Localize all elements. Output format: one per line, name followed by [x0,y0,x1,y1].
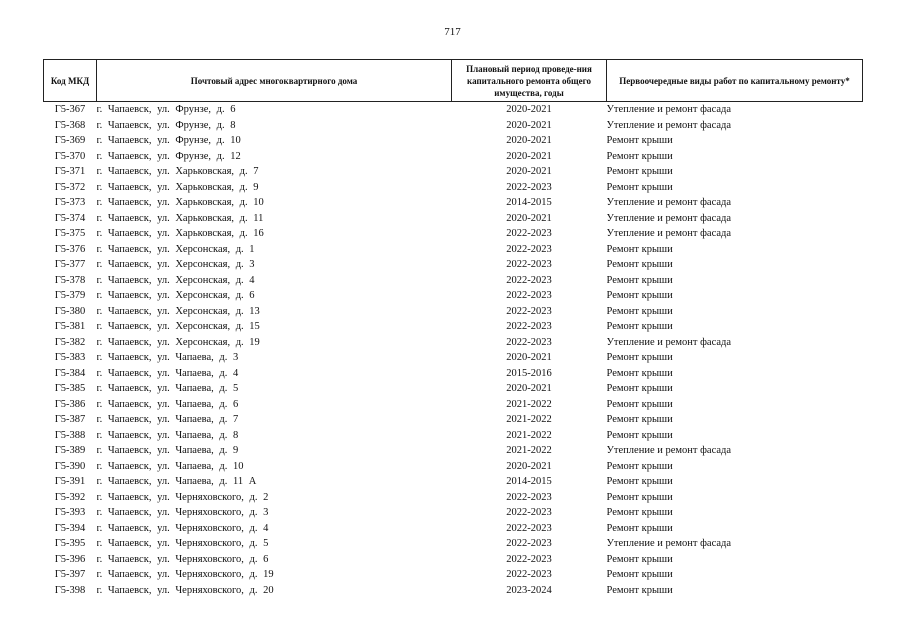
row-works: Утепление и ремонт фасада [606,104,732,115]
row-address: г. Чапаевск, ул. Чапаева, д. 10 [96,460,244,472]
table-row [44,164,863,180]
row-works: Ремонт крыши [606,259,673,270]
row-works: Утепление и ремонт фасада [606,336,732,348]
row-code: Г5-376 [54,243,86,255]
row-works: Ремонт крыши [606,460,673,472]
row-address: г. Чапаевск, ул. Херсонская, д. 15 [96,321,260,332]
table-row [44,180,863,196]
row-address: г. Чапаевск, ул. Фрунзе, д. 6 [96,104,236,115]
row-code: Г5-377 [54,259,86,270]
row-address: г. Чапаевск, ул. Черняховского, д. 3 [96,507,269,518]
row-address: г. Чапаевск, ул. Чапаева, д. 5 [96,383,239,394]
row-address: г. Чапаевск, ул. Херсонская, д. 6 [96,290,255,301]
row-period: 2020-2021 [506,166,552,177]
row-period: 2022-2023 [506,243,552,255]
row-period: 2022-2023 [506,228,552,239]
repair-schedule-table [43,59,863,598]
table-row [44,428,863,444]
row-period: 2021-2022 [506,429,552,441]
row-code: Г5-387 [54,414,86,425]
table-row [44,521,863,537]
table-row [44,490,863,506]
table-row [44,304,863,320]
row-code: Г5-396 [54,553,86,565]
row-code: Г5-378 [54,274,86,286]
row-code: Г5-374 [54,212,86,224]
row-code: Г5-369 [54,135,86,146]
row-period: 2020-2021 [506,135,552,146]
row-address: г. Чапаевск, ул. Чапаева, д. 7 [96,414,239,425]
row-period: 2020-2021 [506,104,552,115]
row-address: г. Чапаевск, ул. Фрунзе, д. 8 [96,119,236,131]
table-row [44,397,863,413]
row-works: Ремонт крыши [606,383,673,394]
row-address: г. Чапаевск, ул. Черняховского, д. 2 [96,491,269,503]
row-works: Утепление и ремонт фасада [606,445,732,456]
row-works: Ремонт крыши [606,522,673,534]
row-address: г. Чапаевск, ул. Черняховского, д. 6 [96,553,269,565]
row-address: г. Чапаевск, ул. Херсонская, д. 3 [96,259,255,270]
row-works: Ремонт крыши [606,243,673,255]
row-period: 2022-2023 [506,290,552,301]
row-address: г. Чапаевск, ул. Херсонская, д. 4 [96,274,255,286]
row-code: Г5-397 [54,569,86,580]
row-address: г. Чапаевск, ул. Чапаева, д. 4 [96,367,239,379]
row-period: 2020-2021 [506,150,552,162]
table-row [44,366,863,382]
row-period: 2014-2015 [506,197,552,208]
row-works: Утепление и ремонт фасада [606,119,732,131]
row-period: 2023-2024 [506,584,552,596]
row-works: Утепление и ремонт фасада [606,228,732,239]
table-body [44,102,863,599]
row-code: Г5-389 [54,445,86,456]
table-row [44,381,863,397]
row-address: г. Чапаевск, ул. Харьковская, д. 9 [96,181,259,193]
header-code: Код МКД [44,60,97,102]
row-address: г. Чапаевск, ул. Фрунзе, д. 12 [96,150,241,162]
table-row [44,567,863,583]
row-period: 2022-2023 [506,522,552,534]
table-row [44,474,863,490]
row-works: Ремонт крыши [606,429,673,441]
table-row [44,350,863,366]
row-address: г. Чапаевск, ул. Чапаева, д. 6 [96,398,239,410]
row-period: 2022-2023 [506,491,552,503]
row-code: Г5-390 [54,460,86,472]
row-works: Ремонт крыши [606,305,673,317]
row-address: г. Чапаевск, ул. Фрунзе, д. 10 [96,135,241,146]
row-period: 2020-2021 [506,212,552,224]
row-code: Г5-381 [54,321,86,332]
row-code: Г5-380 [54,305,86,317]
row-period: 2015-2016 [506,367,552,379]
row-address: г. Чапаевск, ул. Херсонская, д. 19 [96,336,260,348]
table-row [44,443,863,459]
row-code: Г5-388 [54,429,86,441]
table-row [44,536,863,552]
header-period: Плановый период проведе-ния капитального ремонта общего имущества, годы [452,60,607,102]
row-works: Ремонт крыши [606,584,673,596]
row-period: 2022-2023 [506,259,552,270]
row-period: 2022-2023 [506,336,552,348]
row-code: Г5-379 [54,290,86,301]
table-row [44,133,863,149]
table-header [44,60,863,102]
row-code: Г5-371 [54,166,86,177]
row-address: г. Чапаевск, ул. Херсонская, д. 13 [96,305,260,317]
row-period: 2014-2015 [506,476,552,487]
row-works: Ремонт крыши [606,398,673,410]
row-code: Г5-393 [54,507,86,518]
row-address: г. Чапаевск, ул. Черняховского, д. 4 [96,522,269,534]
row-period: 2022-2023 [506,274,552,286]
row-period: 2022-2023 [506,305,552,317]
table-row [44,505,863,521]
row-code: Г5-382 [54,336,86,348]
row-code: Г5-375 [54,228,86,239]
row-code: Г5-384 [54,367,86,379]
row-code: Г5-398 [54,584,86,596]
row-works: Утепление и ремонт фасада [606,212,732,224]
row-period: 2022-2023 [506,553,552,565]
row-works: Ремонт крыши [606,290,673,301]
row-address: г. Чапаевск, ул. Черняховского, д. 5 [96,538,269,549]
table-row [44,319,863,335]
table-row [44,257,863,273]
table-row [44,412,863,428]
table-row [44,459,863,475]
row-address: г. Чапаевск, ул. Харьковская, д. 11 [96,212,264,224]
row-code: Г5-392 [54,491,86,503]
row-works: Утепление и ремонт фасада [606,538,732,549]
row-period: 2021-2022 [506,414,552,425]
row-works: Ремонт крыши [606,150,673,162]
table-row [44,211,863,227]
header-address: Почтовый адрес многоквартирного дома [97,60,452,102]
row-code: Г5-394 [54,522,86,534]
row-period: 2020-2021 [506,383,552,394]
row-works: Ремонт крыши [606,352,673,363]
header-works: Первоочередные виды работ по капитальному ремонту* [607,60,863,102]
row-period: 2022-2023 [506,538,552,549]
row-code: Г5-367 [54,104,86,115]
table-row [44,583,863,599]
row-code: Г5-383 [54,352,86,363]
row-works: Ремонт крыши [606,476,673,487]
row-code: Г5-385 [54,383,86,394]
row-address: г. Чапаевск, ул. Чапаева, д. 11 А [96,476,257,487]
table-row [44,195,863,211]
row-works: Ремонт крыши [606,414,673,425]
table-row [44,273,863,289]
row-works: Ремонт крыши [606,569,673,580]
row-works: Ремонт крыши [606,181,673,193]
row-code: Г5-370 [54,150,86,162]
row-period: 2022-2023 [506,321,552,332]
row-works: Ремонт крыши [606,507,673,518]
row-works: Ремонт крыши [606,553,673,565]
row-period: 2022-2023 [506,507,552,518]
page-number: 717 [444,26,461,38]
row-address: г. Чапаевск, ул. Черняховского, д. 20 [96,584,274,596]
row-address: г. Чапаевск, ул. Чапаева, д. 3 [96,352,239,363]
table-row [44,102,863,118]
row-works: Утепление и ремонт фасада [606,197,732,208]
row-period: 2020-2021 [506,119,552,131]
row-address: г. Чапаевск, ул. Черняховского, д. 19 [96,569,274,580]
row-code: Г5-368 [54,119,86,131]
row-code: Г5-372 [54,181,86,193]
row-address: г. Чапаевск, ул. Харьковская, д. 10 [96,197,264,208]
row-period: 2020-2021 [506,460,552,472]
row-period: 2021-2022 [506,445,552,456]
table-row [44,149,863,165]
row-works: Ремонт крыши [606,135,673,146]
row-works: Ремонт крыши [606,166,673,177]
row-code: Г5-373 [54,197,86,208]
row-works: Ремонт крыши [606,274,673,286]
row-address: г. Чапаевск, ул. Харьковская, д. 7 [96,166,259,177]
row-code: Г5-395 [54,538,86,549]
row-code: Г5-391 [54,476,86,487]
row-address: г. Чапаевск, ул. Чапаева, д. 9 [96,445,239,456]
table-row [44,118,863,134]
header-row [44,60,863,102]
table-row [44,242,863,258]
table-row [44,288,863,304]
row-address: г. Чапаевск, ул. Херсонская, д. 1 [96,243,255,255]
row-address: г. Чапаевск, ул. Чапаева, д. 8 [96,429,239,441]
row-works: Ремонт крыши [606,367,673,379]
row-period: 2022-2023 [506,181,552,193]
row-works: Ремонт крыши [606,491,673,503]
row-address: г. Чапаевск, ул. Харьковская, д. 16 [96,228,264,239]
table-row [44,226,863,242]
row-period: 2022-2023 [506,569,552,580]
table-row [44,335,863,351]
row-period: 2020-2021 [506,352,552,363]
table-row [44,552,863,568]
row-works: Ремонт крыши [606,321,673,332]
row-period: 2021-2022 [506,398,552,410]
row-code: Г5-386 [54,398,86,410]
